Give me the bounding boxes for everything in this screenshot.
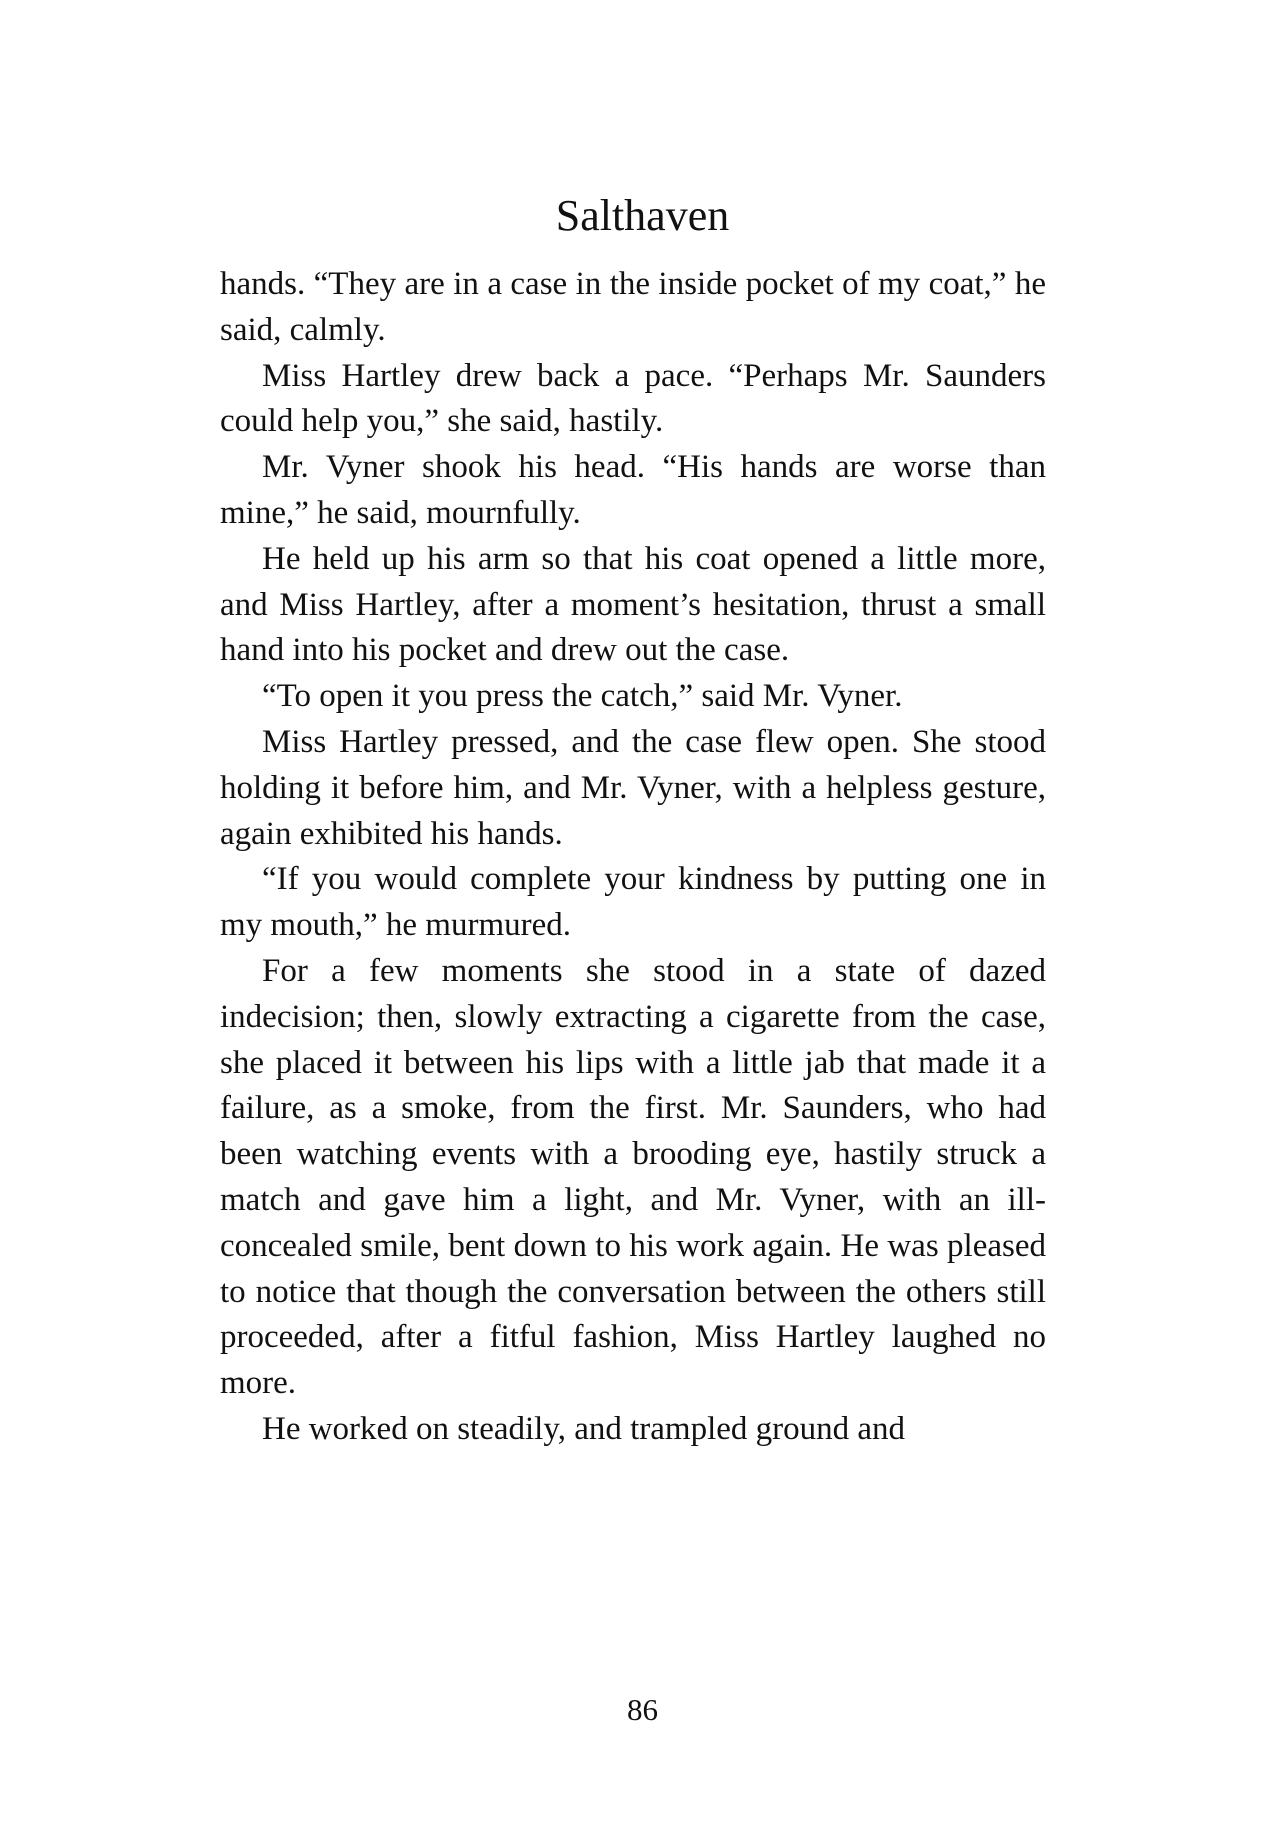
paragraph: He worked on steadily, and trampled ground and [262, 1410, 906, 1447]
paragraph: Miss Hartley drew back a pace. “Perhaps Mr. Saunders could help you,” she said, hastily. [220, 357, 1046, 440]
paragraph: Miss Hartley pressed, and the case flew open. She stood holding it before him, and Mr. Vyner, with a helpless gesture, again exhibited his hands. [220, 723, 1046, 852]
paragraph: He held up his arm so that his coat opened a little more, and Miss Hartley, after a moment’s hesitation, thrust a small hand into his pocket and drew out the case. [220, 540, 1046, 669]
running-head: Salthaven [555, 191, 730, 240]
paragraph: For a few moments she stood in a state of dazed indecision; then, slowly extracting a cigarette from the case, she placed it between his lips with a little jab that made it a failure, as a smoke, from the first. Mr. Saunders, who had been watching events with a brooding eye, hastily struck a match and gave him a light, and Mr. Vyner, with an ill-concealed smile, bent down to his work again. He was pleased to notice that though the conversation between the others still proceeded, after a fitful fashion, Miss Hartley laughed no more. [220, 952, 1046, 1402]
paragraph: hands. “They are in a case in the inside pocket of my coat,” he said, calmly. [220, 266, 1046, 348]
paragraph: “If you would complete your kindness by putting one in my mouth,” he murmured. [220, 861, 1046, 944]
body-text [220, 262, 1046, 1453]
paragraph: Mr. Vyner shook his head. “His hands are worse than mine,” he said, mournfully. [220, 449, 1046, 531]
paragraph: “To open it you press the catch,” said Mr. Vyner. [262, 678, 903, 715]
page-number: 86 [627, 1692, 658, 1727]
